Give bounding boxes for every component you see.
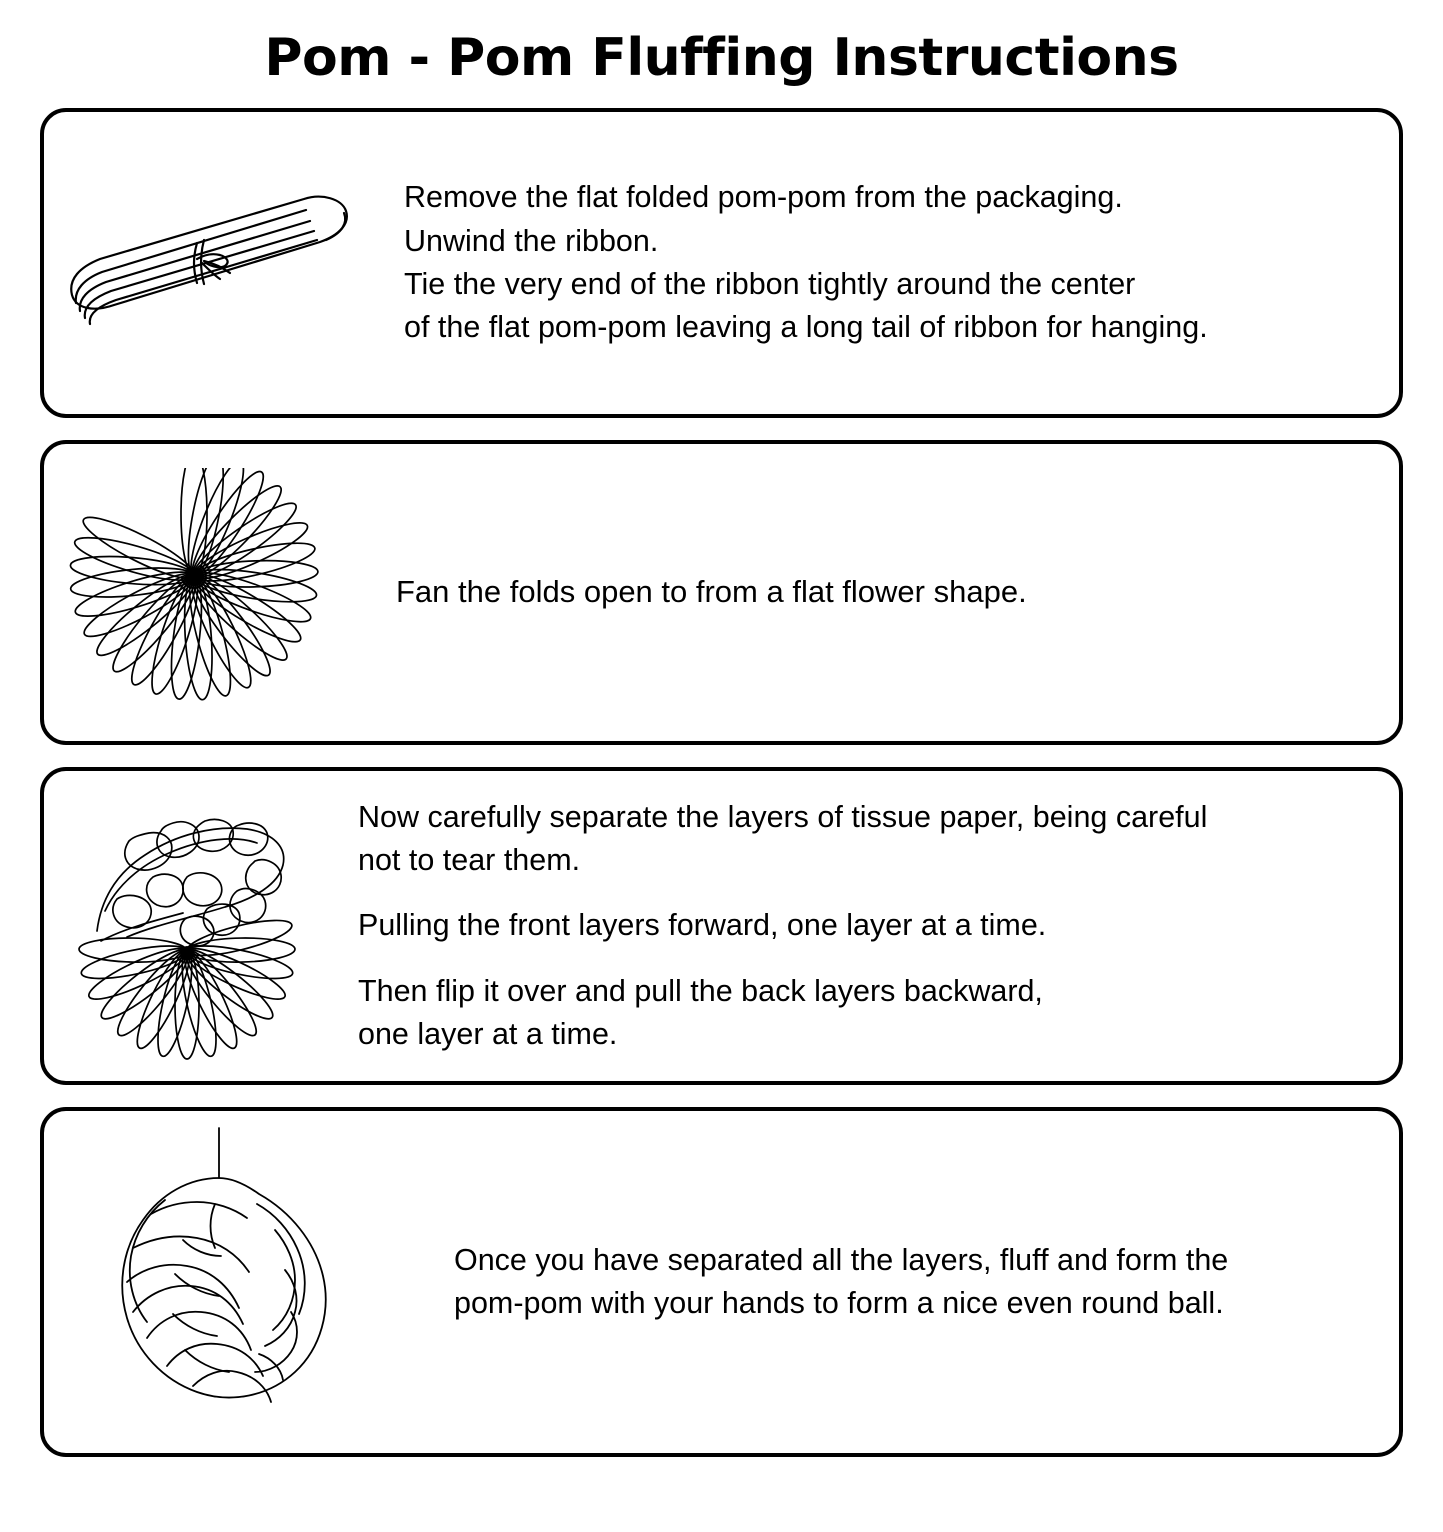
instruction-sheet: [0, 28, 1443, 1532]
steps-list: [0, 108, 1443, 1457]
step-2-illustration: [44, 468, 344, 718]
step-3-text: [344, 796, 1399, 1056]
step-3-line-4: Then flip it over and pull the back layers backward,: [358, 973, 1043, 1008]
step-3-line-5: one layer at a time.: [358, 1016, 618, 1051]
step-4-illustration: [44, 1122, 394, 1442]
step-4-text: [394, 1239, 1399, 1326]
step-1-illustration: [44, 183, 394, 343]
step-1-line-4: of the flat pom-pom leaving a long tail of ribbon for hanging.: [404, 310, 1208, 345]
step-1-line-1: Remove the flat folded pom-pom from the packaging.: [404, 180, 1123, 215]
step-3-line-2: not to tear them.: [358, 843, 581, 878]
step-1-line-2: Unwind the ribbon.: [404, 223, 659, 258]
partially-separated-layers-icon: [78, 819, 294, 1059]
step-2-line-1: Fan the folds open to from a flat flower shape.: [396, 574, 1027, 610]
flat-folded-pom-pom-with-ribbon-icon: [71, 197, 347, 324]
step-card-4: [40, 1107, 1403, 1457]
step-1-line-3: Tie the very end of the ribbon tightly around the center: [404, 267, 1136, 301]
step-3-line-1: Now carefully separate the layers of tissue paper, being careful: [358, 799, 1208, 834]
step-4-line-1: Once you have separated all the layers, fluff and form the: [454, 1242, 1229, 1277]
step-1-text: [394, 176, 1399, 349]
step-3-line-3: Pulling the front layers forward, one layer at a time.: [358, 908, 1047, 943]
finished-round-pom-pom-icon: [122, 1128, 325, 1402]
step-4-line-2: pom-pom with your hands to form a nice even round ball.: [454, 1286, 1224, 1320]
step-2-text: [344, 570, 1399, 614]
step-3-illustration: [44, 781, 344, 1071]
step-card-1: [40, 108, 1403, 418]
step-card-3: [40, 767, 1403, 1085]
page-title: Pom - Pom Fluffing Instructions: [264, 28, 1179, 88]
step-card-2: [40, 440, 1403, 745]
fanned-flat-flower-shape-icon: [69, 468, 318, 701]
